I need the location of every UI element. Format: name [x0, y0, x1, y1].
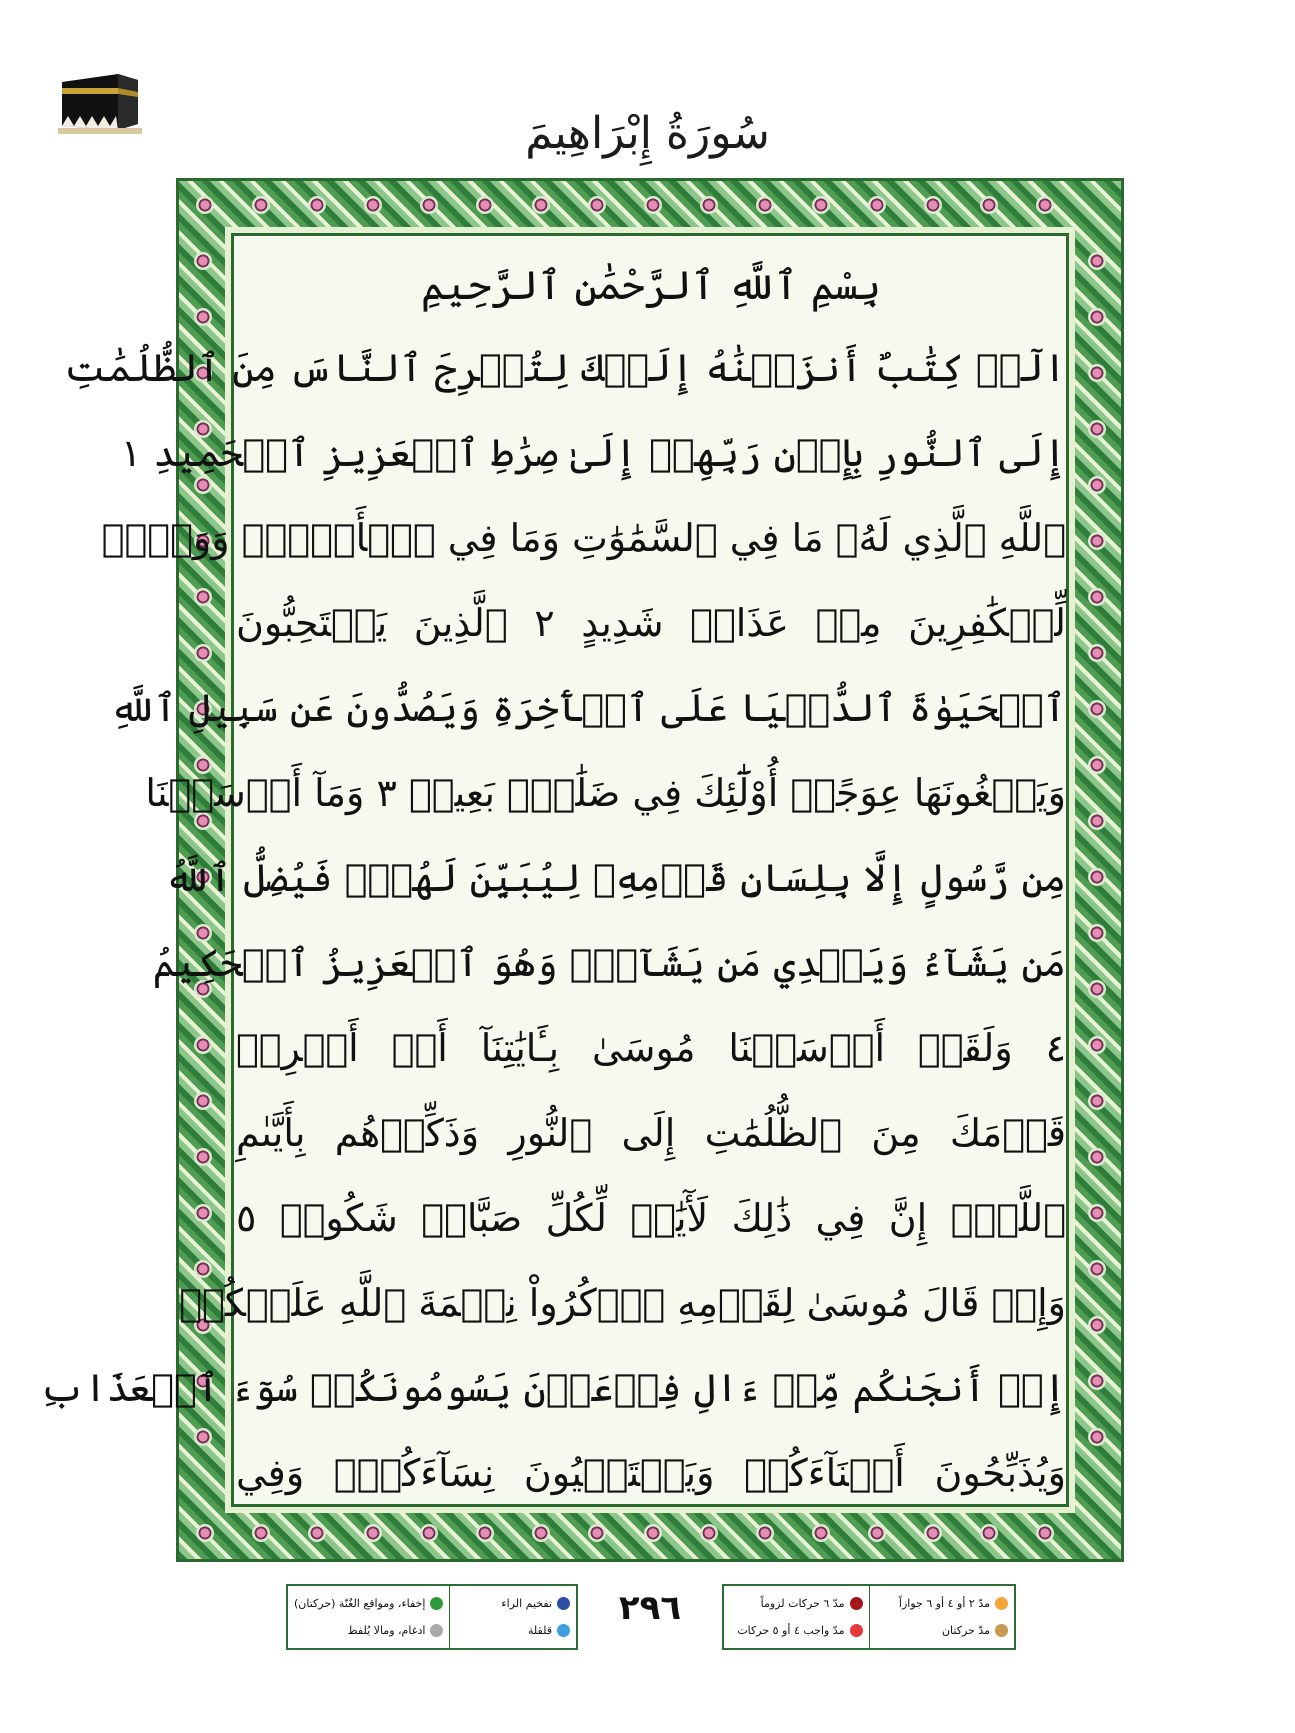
- flower-ornament-icon: [1088, 364, 1106, 382]
- legend-item: [294, 1597, 443, 1610]
- flower-ornament-icon: [194, 644, 212, 662]
- legend-item: [456, 1624, 570, 1637]
- flower-ornament-icon: [1088, 1204, 1106, 1222]
- flower-ornament-icon: [532, 196, 550, 214]
- flower-ornament-icon: [1088, 644, 1106, 662]
- basmala: بِسْمِ ٱللَّهِ ٱلرَّحْمَٰنِ ٱلرَّحِيمِ: [420, 263, 882, 309]
- flower-ornament-icon: [1088, 1428, 1106, 1446]
- legend-item: [456, 1597, 570, 1610]
- verse-line: وَإِذۡ قَالَ مُوسَىٰ لِقَوۡمِهِ ٱذۡكُرُواْ نِعۡمَةَ ٱللَّهِ عَلَيۡكُمۡ: [179, 1281, 1066, 1325]
- flower-ornament-icon: [308, 1524, 326, 1542]
- color-dot-icon: [557, 1597, 570, 1610]
- flower-ornament-icon: [980, 1524, 998, 1542]
- flower-ornament-icon: [980, 196, 998, 214]
- flower-ornament-icon: [1088, 252, 1106, 270]
- verse-line: ٱللَّهِۚ إِنَّ فِي ذَٰلِكَ لَأٓيَٰتٖ لِّكُلِّ صَبَّارٖ شَكُورٖ ٥: [236, 1196, 1066, 1240]
- legend-label: مدّ حركتان: [941, 1624, 990, 1637]
- legend-column: [288, 1586, 450, 1648]
- flower-ornament-icon: [1088, 1316, 1106, 1334]
- flower-ornament-icon: [252, 196, 270, 214]
- surah-title: سُورَةُ إِبْرَاهِيمَ: [525, 108, 770, 159]
- color-dot-icon: [557, 1624, 570, 1637]
- color-dot-icon: [995, 1624, 1008, 1637]
- quran-text: [39, 256, 1066, 1516]
- flower-ornament-icon: [1088, 756, 1106, 774]
- legend-column: [870, 1586, 1015, 1648]
- flower-ornament-icon: [196, 1524, 214, 1542]
- flower-ornament-icon: [700, 1524, 718, 1542]
- flower-ornament-icon: [1088, 980, 1106, 998]
- flower-ornament-icon: [420, 196, 438, 214]
- flower-ornament-icon: [420, 1524, 438, 1542]
- flower-ornament-icon: [1088, 924, 1106, 942]
- flower-ornament-icon: [868, 1524, 886, 1542]
- flower-ornament-icon: [1088, 700, 1106, 718]
- verse-line: ٱلۡحَيَوٰةَ ٱلدُّنۡيَا عَلَى ٱلۡأٓخِرَةِ وَيَصُدُّونَ عَن سَبِيلِ ٱللَّهِ: [109, 686, 1066, 730]
- flower-ornament-icon: [868, 196, 886, 214]
- flower-ornament-icon: [476, 196, 494, 214]
- flower-ornament-icon: [1036, 196, 1054, 214]
- flower-ornament-icon: [1088, 868, 1106, 886]
- legend-item: [730, 1597, 863, 1610]
- flower-ornament-icon: [252, 1524, 270, 1542]
- flower-ornament-icon: [588, 1524, 606, 1542]
- verse-line: إِلَى ٱلنُّورِ بِإِذۡنِ رَبِّهِمۡ إِلَىٰ صِرَٰطِ ٱلۡعَزِيزِ ٱلۡحَمِيدِ ١: [120, 431, 1066, 475]
- legend-label: إخفاء، ومواقع الغُنّة (حركتان): [294, 1597, 426, 1610]
- legend-item: [876, 1597, 1009, 1610]
- color-dot-icon: [430, 1597, 443, 1610]
- legend-item: [730, 1624, 863, 1637]
- flower-ornament-icon: [194, 252, 212, 270]
- flower-ornament-icon: [532, 1524, 550, 1542]
- flower-ornament-icon: [1088, 420, 1106, 438]
- verse-line: وَيَبۡغُونَهَا عِوَجًاۚ أُوْلَٰٓئِكَ فِي ضَلَٰلِۭ بَعِيدٖ ٣ وَمَآ أَرۡسَلۡنَا: [145, 771, 1066, 815]
- flower-ornament-icon: [1036, 1524, 1054, 1542]
- verse-line: الٓرۚ كِتَٰبٌ أَنزَلۡنَٰهُ إِلَيۡكَ لِتُخۡرِجَ ٱلنَّاسَ مِنَ ٱلظُّلُمَٰتِ: [64, 346, 1066, 390]
- page-number: ٢٩٦: [618, 1588, 682, 1628]
- verse-line: وَيُذَبِّحُونَ أَبۡنَآءَكُمۡ وَيَسۡتَحۡيُونَ نِسَآءَكُمۡۚ وَفِي: [236, 1451, 1066, 1495]
- verse-line: قَوۡمَكَ مِنَ ٱلظُّلُمَٰتِ إِلَى ٱلنُّورِ وَذَكِّرۡهُم بِأَيَّىٰمِ: [236, 1111, 1066, 1155]
- flower-ornament-icon: [194, 1036, 212, 1054]
- legend-label: مدّ ٢ أو ٤ أو ٦ جوازاً: [898, 1597, 990, 1610]
- flower-ornament-icon: [1088, 1092, 1106, 1110]
- legend-column: [724, 1586, 870, 1648]
- flower-ornament-icon: [194, 1092, 212, 1110]
- verse-line: ٱللَّهِ ٱلَّذِي لَهُۥ مَا فِي ٱلسَّمَٰوَٰتِ وَمَا فِي ٱلۡأَرۡضِۗ وَوَيۡلٞ: [101, 516, 1066, 560]
- legend-item: [876, 1624, 1009, 1637]
- flower-ornament-icon: [924, 196, 942, 214]
- legend-column: [450, 1586, 576, 1648]
- flower-ornament-icon: [1088, 1260, 1106, 1278]
- flower-ornament-icon: [1088, 1148, 1106, 1166]
- legend-label: مدّ ٦ حركات لزوماً: [760, 1597, 845, 1610]
- legend-item: [294, 1624, 443, 1637]
- flower-ornament-icon: [700, 196, 718, 214]
- color-dot-icon: [995, 1597, 1008, 1610]
- flower-ornament-icon: [194, 308, 212, 326]
- legend-label: مدّ واجب ٤ أو ٥ حركات: [737, 1624, 845, 1637]
- flower-ornament-icon: [756, 1524, 774, 1542]
- verse-line: إِذۡ أَنجَىٰكُم مِّنۡ ءَالِ فِرۡعَوۡنَ يَسُومُونَكُمۡ سُوٓءَ ٱلۡعَذَابِ: [39, 1366, 1066, 1410]
- verse-line: لِّلۡكَٰفِرِينَ مِنۡ عَذَابٖ شَدِيدٍ ٢ ٱلَّذِينَ يَسۡتَحِبُّونَ: [236, 601, 1066, 645]
- flower-ornament-icon: [1088, 308, 1106, 326]
- verse-line: مَن يَشَآءُ وَيَهۡدِي مَن يَشَآءُۚ وَهُوَ ٱلۡعَزِيزُ ٱلۡحَكِيمُ: [152, 941, 1066, 985]
- flower-ornament-icon: [756, 196, 774, 214]
- flower-ornament-icon: [588, 196, 606, 214]
- flower-ornament-icon: [812, 1524, 830, 1542]
- flower-ornament-icon: [924, 1524, 942, 1542]
- verse-line: مِن رَّسُولٍ إِلَّا بِلِسَانِ قَوۡمِهِۦ لِيُبَيِّنَ لَهُمۡۖ فَيُضِلُّ ٱللَّهُ: [164, 856, 1066, 900]
- flower-ornament-icon: [194, 1204, 212, 1222]
- flower-ornament-icon: [308, 196, 326, 214]
- tajweed-legend-left: [286, 1584, 578, 1650]
- legend-label: تفخيم الراء: [501, 1597, 552, 1610]
- legend-label: ادغام، ومالا يُلفظ: [347, 1624, 426, 1637]
- flower-ornament-icon: [812, 196, 830, 214]
- flower-ornament-icon: [1088, 532, 1106, 550]
- flower-ornament-icon: [644, 1524, 662, 1542]
- flower-ornament-icon: [364, 1524, 382, 1542]
- flower-ornament-icon: [1088, 812, 1106, 830]
- flower-ornament-icon: [194, 1148, 212, 1166]
- flower-ornament-icon: [476, 1524, 494, 1542]
- tajweed-legend-right: [722, 1584, 1016, 1650]
- flower-ornament-icon: [644, 196, 662, 214]
- color-dot-icon: [430, 1624, 443, 1637]
- flower-ornament-icon: [196, 196, 214, 214]
- flower-ornament-icon: [1088, 588, 1106, 606]
- flower-ornament-icon: [1088, 1372, 1106, 1390]
- flower-ornament-icon: [1088, 1036, 1106, 1054]
- flower-ornament-icon: [364, 196, 382, 214]
- color-dot-icon: [850, 1597, 863, 1610]
- color-dot-icon: [850, 1624, 863, 1637]
- flower-ornament-icon: [1088, 476, 1106, 494]
- legend-label: قلقلة: [527, 1624, 552, 1637]
- flower-ornament-icon: [194, 588, 212, 606]
- verse-line: ٤ وَلَقَدۡ أَرۡسَلۡنَا مُوسَىٰ بِـَٔايَٰتِنَآ أَنۡ أَخۡرِجۡ: [236, 1026, 1066, 1070]
